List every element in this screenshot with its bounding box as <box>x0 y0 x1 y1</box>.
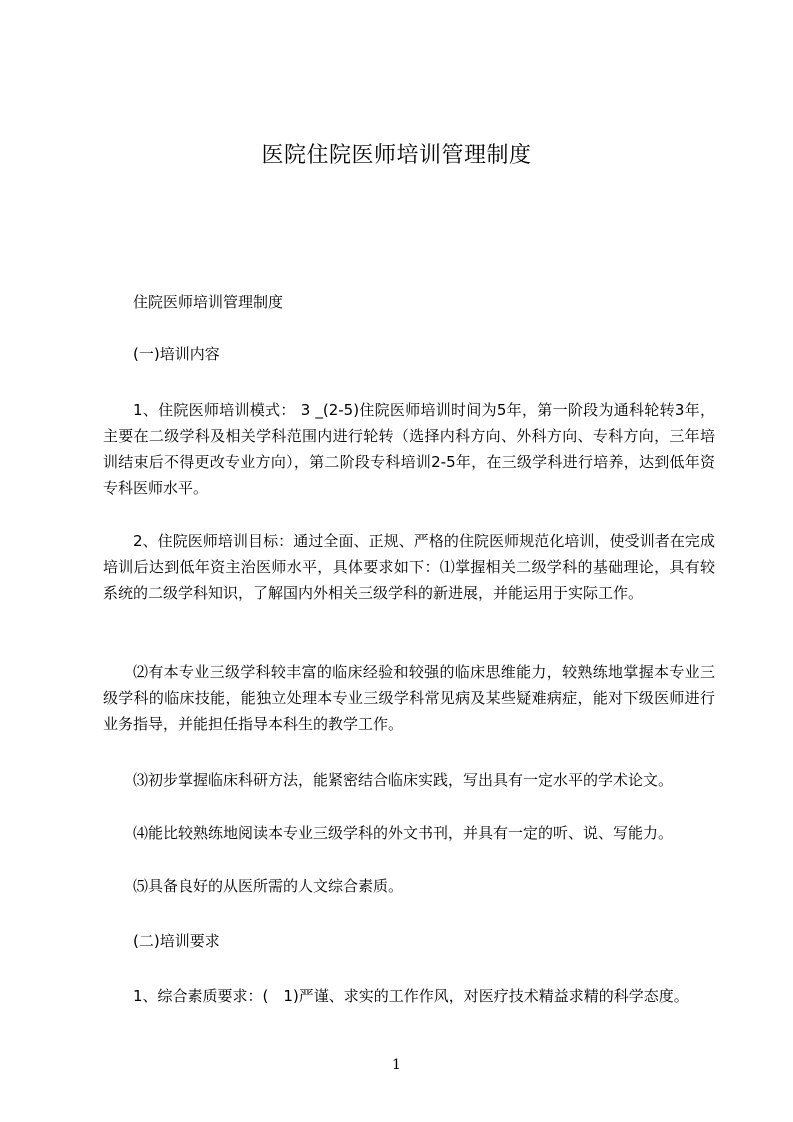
training-mode-paragraph: 1、住院医师培训模式： 3 _(2-5)住院医师培训时间为5年，第一阶段为通科轮转3年，主要在二级学科及相关学科范围内进行轮转（选择内科方向、外科方向、专科方向，三年培训结束后不得更改专业方向），第二阶段专科培训2-5年，在三级学科进行培养，达到低年资专科医师水平。 <box>103 401 715 497</box>
training-goal-paragraph: 2、住院医师培训目标：通过全面、正规、严格的住院医师规范化培训，使受训者在完成培训后达到低年资主治医师水平，具体要求如下：⑴掌握相关二级学科的基础理论，具有较系统的二级学科知识，了解国内外相关三级学科的新进展，并能运用于实际工作。 <box>103 532 715 602</box>
document-title: 医院住院医师培训管理制度 <box>261 143 532 168</box>
foreign-language-paragraph: ⑷能比较熟练地阅读本专业三级学科的外文书刊，并具有一定的听、说、写能力。 <box>133 824 674 842</box>
clinical-experience-paragraph: ⑵有本专业三级学科较丰富的临床经验和较强的临床思维能力，较熟练地掌握本专业三级学科的临床技能，能独立处理本专业三级学科常见病及某些疑难病症，能对下级医师进行业务指导，并能担任指导本科生的教学工作。 <box>103 663 715 733</box>
subtitle-paragraph: 住院医师培训管理制度 <box>133 293 284 311</box>
humanities-paragraph: ⑸具备良好的从医所需的人文综合素质。 <box>133 877 404 895</box>
section-2-heading: (二)培训要求 <box>133 932 220 950</box>
page-number: 1 <box>392 1057 401 1073</box>
section-1-heading: (一)培训内容 <box>133 345 220 363</box>
quality-requirement-paragraph: 1、综合素质要求：( 1)严谨、求实的工作作风，对医疗技术精益求精的科学态度。 <box>133 987 689 1005</box>
research-method-paragraph: ⑶初步掌握临床科研方法，能紧密结合临床实践，写出具有一定水平的学术论文。 <box>133 771 674 789</box>
